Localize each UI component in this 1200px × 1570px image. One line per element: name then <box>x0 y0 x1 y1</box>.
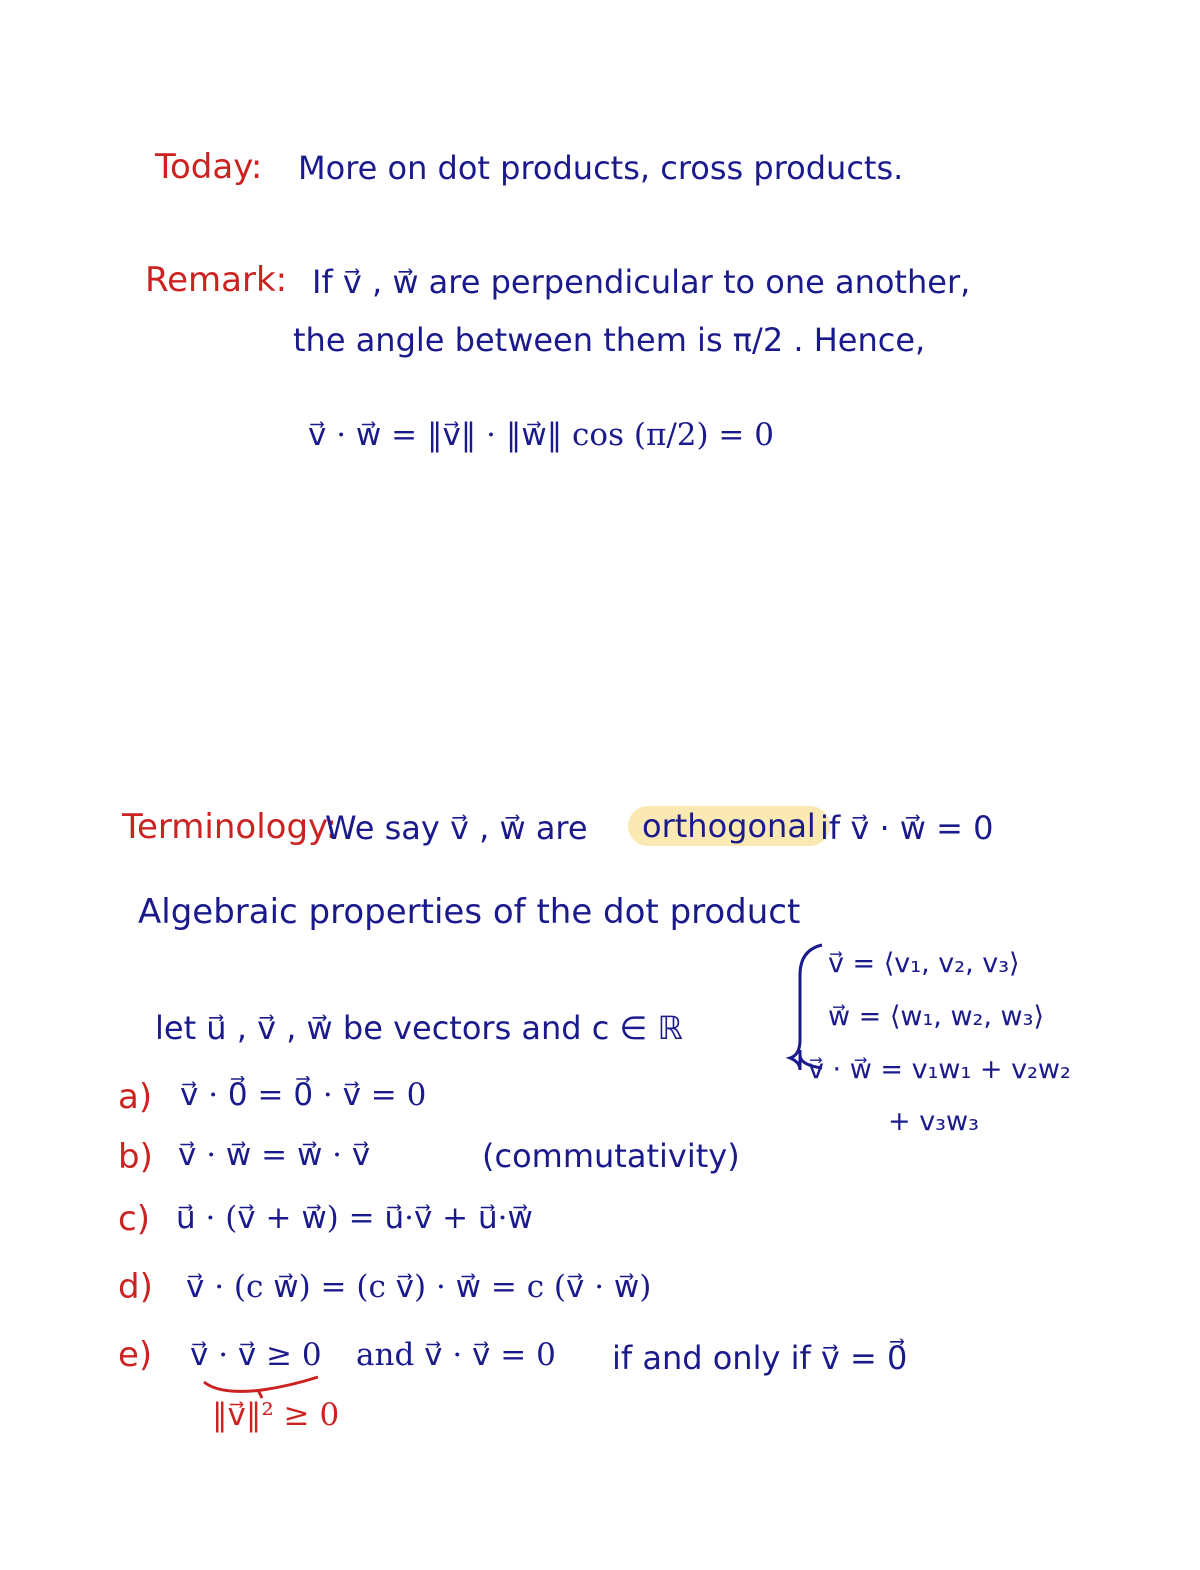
property-b-note: (commutativity) <box>482 1137 740 1175</box>
side-note-line-2: w⃗ = ⟨w₁, w₂, w₃⟩ <box>828 1001 1044 1032</box>
property-d-expr: v⃗ · (c w⃗) = (c v⃗) · w⃗ = c (v⃗ · w⃗) <box>186 1269 652 1305</box>
property-e-label: e) <box>118 1335 153 1375</box>
property-e-expr-b: and v⃗ · v⃗ = 0 <box>356 1337 556 1373</box>
orthogonal-highlight: orthogonal <box>628 806 830 846</box>
property-b-expr: v⃗ · w⃗ = w⃗ · v⃗ <box>178 1137 371 1173</box>
remark-line-2: the angle between them is π/2 . Hence, <box>293 321 926 359</box>
remark-label: Remark: <box>145 260 288 300</box>
side-note-line-1: v⃗ = ⟨v₁, v₂, v₃⟩ <box>828 948 1020 979</box>
remark-formula: v⃗ · w⃗ = ‖v⃗‖ · ‖w⃗‖ cos (π/2) = 0 <box>308 417 774 453</box>
property-c-label: c) <box>118 1199 150 1239</box>
properties-intro: let u⃗ , v⃗ , w⃗ be vectors and c ∈ ℝ <box>155 1009 683 1047</box>
properties-heading: Algebraic properties of the dot product <box>138 892 801 932</box>
side-note-line-3: v⃗ · w⃗ = v₁w₁ + v₂w₂ <box>808 1054 1071 1085</box>
side-note-line-4: + v₃w₃ <box>888 1106 979 1137</box>
property-e-underbrace-note: ‖v⃗‖² ≥ 0 <box>212 1397 340 1433</box>
today-text: More on dot products, cross products. <box>298 149 904 187</box>
today-label: Today: <box>155 147 263 187</box>
property-b-label: b) <box>118 1137 153 1177</box>
property-e-expr-a: v⃗ · v⃗ ≥ 0 <box>190 1337 322 1373</box>
terminology-suffix: if v⃗ · w⃗ = 0 <box>820 809 994 847</box>
property-a-label: a) <box>118 1077 153 1117</box>
terminology-prefix: We say v⃗ , w⃗ are <box>325 809 588 847</box>
terminology-label: Terminology: <box>122 807 338 847</box>
remark-line-1: If v⃗ , w⃗ are perpendicular to one another, <box>312 263 971 301</box>
property-a-expr: v⃗ · 0⃗ = 0⃗ · v⃗ = 0 <box>180 1077 427 1113</box>
property-d-label: d) <box>118 1267 153 1307</box>
property-c-expr: u⃗ · (v⃗ + w⃗) = u⃗·v⃗ + u⃗·w⃗ <box>176 1200 533 1236</box>
property-e-expr-c: if and only if v⃗ = 0⃗ <box>612 1339 908 1377</box>
